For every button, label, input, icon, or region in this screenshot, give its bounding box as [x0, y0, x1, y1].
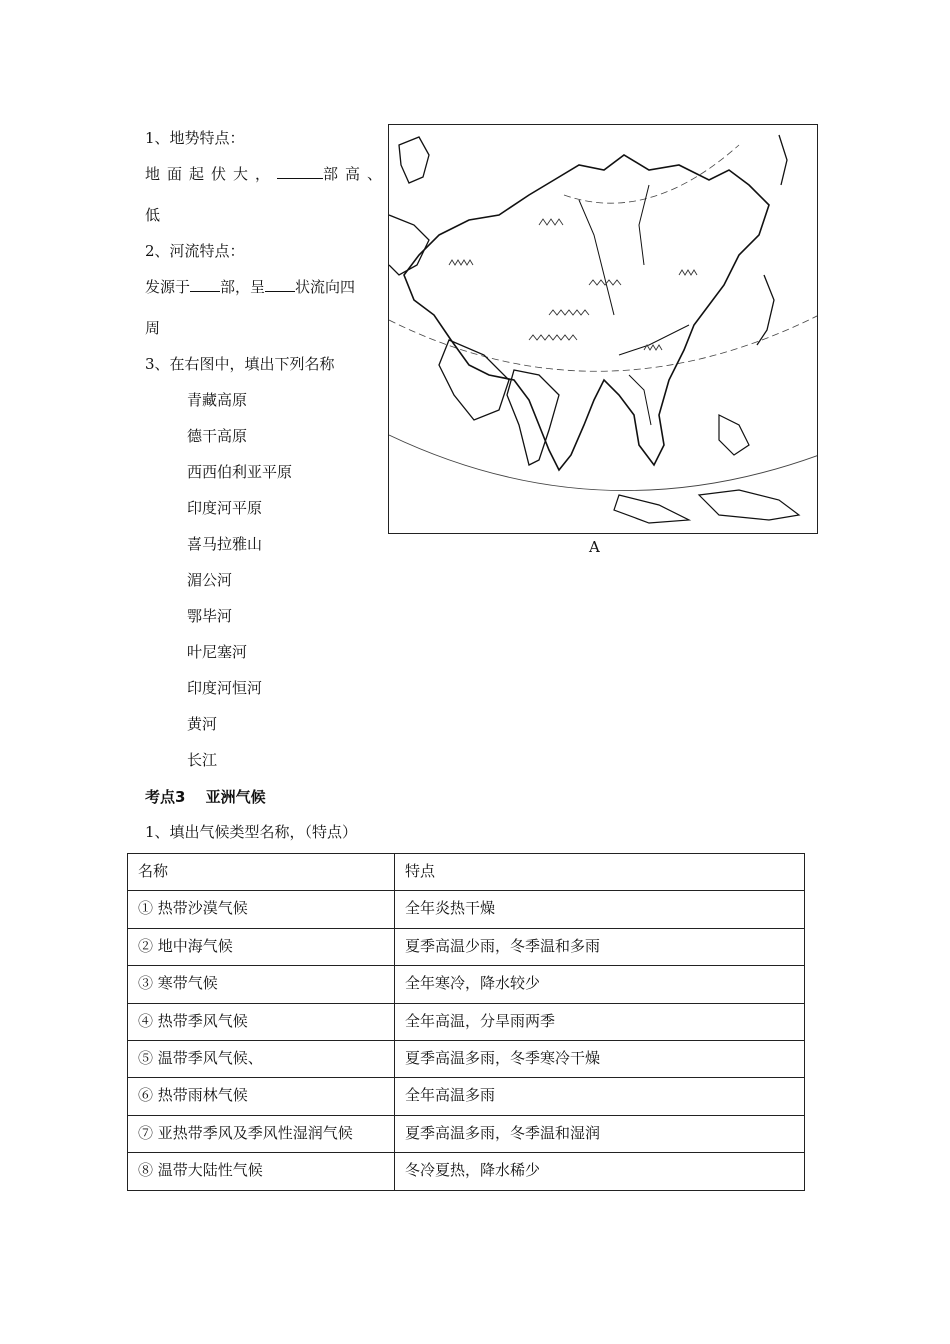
rivers-text-2: 部，呈: [220, 278, 266, 296]
fill-item: 喜马拉雅山: [187, 535, 263, 553]
fill-item: 叶尼塞河: [187, 643, 248, 661]
rivers-line-end: 周: [145, 319, 161, 337]
climate-feature-cell: 夏季高温多雨，冬季温和湿润: [395, 1115, 805, 1152]
fill-item: 德干高原: [187, 427, 248, 445]
climate-name-cell: ⑤ 温带季风气候、: [128, 1040, 395, 1077]
table-header-name: 名称: [128, 854, 395, 891]
climate-name-cell: ② 地中海气候: [128, 928, 395, 965]
fill-item: 印度河恒河: [187, 679, 263, 697]
climate-feature-cell: 夏季高温少雨，冬季温和多雨: [395, 928, 805, 965]
rivers-blank-2[interactable]: [265, 277, 295, 292]
climate-feature-cell: 全年寒冷，降水较少: [395, 966, 805, 1003]
fill-task-heading: 3、在右图中，填出下列名称: [145, 355, 335, 373]
table-header-row: [128, 854, 805, 891]
table-row: [128, 1078, 805, 1115]
climate-name-cell: ⑥ 热带雨林气候: [128, 1078, 395, 1115]
rivers-text-3: 状流向四: [295, 278, 356, 296]
fill-item: 印度河平原: [187, 499, 263, 517]
rivers-line: [145, 277, 355, 297]
table-row: [128, 1003, 805, 1040]
fill-item: 鄂毕河: [187, 607, 233, 625]
terrain-blank[interactable]: [277, 164, 323, 179]
fill-item: 长江: [187, 751, 218, 769]
section-title: 考点3 亚洲气候: [145, 788, 266, 806]
terrain-text-a: 地面起伏大，: [145, 165, 278, 183]
climate-feature-cell: 全年炎热干燥: [395, 891, 805, 928]
asia-outline-map: [388, 124, 818, 534]
climate-feature-cell: 全年高温，分旱雨两季: [395, 1003, 805, 1040]
climate-feature-cell: 全年高温多雨: [395, 1078, 805, 1115]
map-label: A: [589, 538, 600, 556]
terrain-line-end: 低: [145, 206, 161, 224]
terrain-line: [145, 164, 389, 184]
climate-feature-cell: 冬冷夏热，降水稀少: [395, 1153, 805, 1190]
climate-feature-cell: 夏季高温多雨，冬季寒冷干燥: [395, 1040, 805, 1077]
terrain-text-b: 部高、: [323, 165, 390, 183]
rivers-text-1: 发源于: [145, 278, 191, 296]
table-row: [128, 928, 805, 965]
climate-name-cell: ③ 寒带气候: [128, 966, 395, 1003]
table-row: [128, 966, 805, 1003]
section-subheading: 1、填出气候类型名称，（特点）: [145, 823, 358, 841]
table-row: [128, 1153, 805, 1190]
map-drawing: [389, 125, 818, 534]
climate-name-cell: ⑦ 亚热带季风及季风性湿润气候: [128, 1115, 395, 1152]
climate-table: [127, 853, 805, 1191]
climate-name-cell: ⑧ 温带大陆性气候: [128, 1153, 395, 1190]
table-header-feature: 特点: [395, 854, 805, 891]
fill-item: 青藏高原: [187, 391, 248, 409]
fill-item: 湄公河: [187, 571, 233, 589]
climate-name-cell: ④ 热带季风气候: [128, 1003, 395, 1040]
climate-name-cell: ① 热带沙漠气候: [128, 891, 395, 928]
rivers-heading: 2、河流特点：: [145, 242, 245, 260]
table-row: [128, 1040, 805, 1077]
fill-item: 黄河: [187, 715, 218, 733]
table-row: [128, 891, 805, 928]
rivers-blank-1[interactable]: [190, 277, 220, 292]
fill-item: 西西伯利亚平原: [187, 463, 293, 481]
terrain-heading: 1、地势特点：: [145, 129, 245, 147]
table-row: [128, 1115, 805, 1152]
